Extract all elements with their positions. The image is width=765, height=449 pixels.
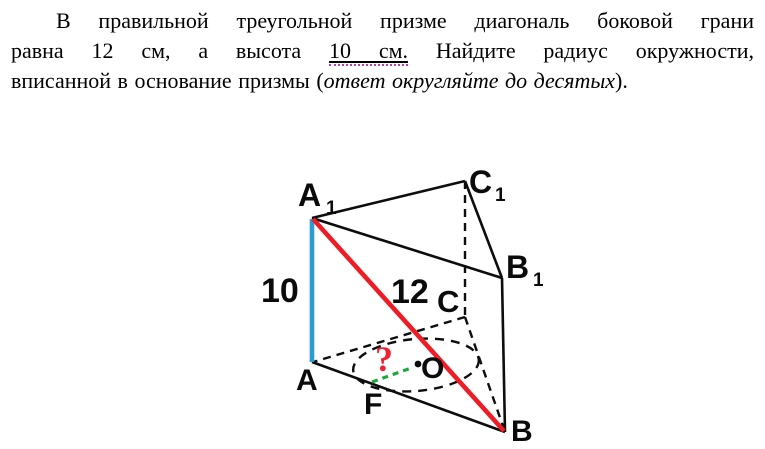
problem-text: равна 12 см, а высота xyxy=(11,38,302,63)
diagonal-value-label: 12 xyxy=(391,273,429,311)
vertex-label-b1-sub: 1 xyxy=(533,270,544,291)
edge-bb1 xyxy=(502,278,505,432)
problem-text: вписанной в основание призмы ( xyxy=(11,68,324,93)
vertex-label-c1: C xyxy=(469,164,493,200)
diagonal-a1b xyxy=(313,219,504,431)
problem-text: В правильной треугольной призме диагональ боковой грани xyxy=(56,8,754,33)
problem-text: ). xyxy=(615,68,628,93)
vertex-label-a1: A xyxy=(298,177,322,213)
vertex-label-c: C xyxy=(437,284,460,319)
tangent-label-f: F xyxy=(364,388,383,421)
underlined-measurement: 10 см. xyxy=(329,38,408,66)
vertex-label-b1: B xyxy=(506,249,530,285)
problem-text-italic: ответ округляйте до десятых xyxy=(323,68,616,93)
radius-question-label: ? xyxy=(375,339,393,379)
problem-text: Найдите радиус окружности, xyxy=(435,38,754,63)
vertex-label-a: A xyxy=(296,364,318,397)
center-label-o: O xyxy=(421,352,445,385)
height-value-label: 10 xyxy=(261,272,299,310)
vertex-label-c1-sub: 1 xyxy=(495,185,506,206)
vertex-label-a1-sub: 1 xyxy=(326,198,337,219)
vertex-label-b: B xyxy=(511,415,533,448)
